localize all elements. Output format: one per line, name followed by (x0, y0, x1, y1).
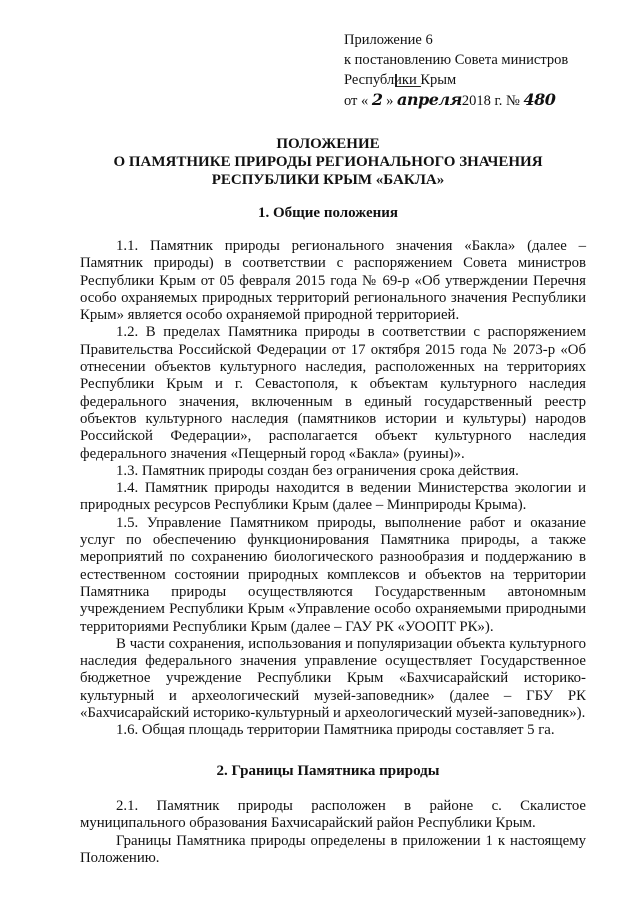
paragraph-1-6: 1.6. Общая площадь территории Памятника природы составляет 5 га. (116, 722, 555, 739)
appendix-number: Приложение 6 (344, 32, 433, 48)
paragraph-1-5-cont: В части сохранения, использования и популяризации объекта культурного наследия федерального значения управление осуществляет Государственное бюджетное учреждение Республики Крым «Бахчисарайский историко-культурный и археологический музей-заповедник» (далее – ГБУ РК «Бахчисарайский историко-культурный и археологический музей-заповедник»). (80, 635, 586, 722)
section-2-heading: 2. Границы Памятника природы (216, 763, 440, 779)
date-mid: » (386, 93, 394, 109)
paragraph-1-1: 1.1. Памятник природы регионального значения «Бакла» (далее – Памятник природы) в соответствии с распоряжением Совета министров Республики Крым от 05 февраля 2015 года № 69-р «Об утверждении Перечня особо охраняемых природных территорий регионального значения Республики Крым» является особо охраняемой природной территорией. (80, 238, 586, 324)
paragraph-1-4: 1.4. Памятник природы находится в ведении Министерства экологии и природных ресурсов Республики Крым (далее – Минприроды Крыма). (80, 480, 586, 514)
paragraph-2-1-cont: Границы Памятника природы определены в приложении 1 к настоящему Положению. (80, 832, 586, 866)
appendix-date-line (344, 90, 568, 111)
date-number-handwritten: 480 (523, 90, 556, 109)
signature-mark (395, 74, 421, 87)
paragraph-1-3: 1.3. Памятник природы создан без ограничения срока действия. (116, 462, 519, 479)
paragraph-2-1: 2.1. Памятник природы расположен в районе с. Скалистое муниципального образования Бахчисарайский район Республики Крым. (80, 798, 586, 832)
section-1-body (80, 238, 586, 740)
paragraph-1-2: 1.2. В пределах Памятника природы в соответствии с распоряжением Правительства Российской Федерации от 17 октября 2015 года № 2073-р «Об отнесении объектов культурного наследия, расположенных на территориях Республики Крым и г. Севастополя, к объектам культурного наследия федерального значения, включенным в единый государственный реестр объектов культурного наследия (памятников истории и культуры) народов Российской Федерации», располагается объект культурного наследия федерального значения «Пещерный город «Бакла» (руины)». (80, 324, 586, 462)
date-day-handwritten: 2 (371, 90, 383, 109)
paragraph-1-5: 1.5. Управление Памятником природы, выполнение работ и оказание услуг по обеспечению функционирования Памятника природы, а также мероприятий по сохранению биологического разнообразия и поддержанию в естественном состоянии природных комплексов и объектов на территории Памятника природы осуществляются Государственным автономным учреждением Республики Крым «Управление особо охраняемыми природными территориями Республики Крым (далее – ГАУ РК «УООПТ РК»). (80, 514, 586, 635)
appendix-republic: Республики Крым (344, 72, 457, 88)
appendix-block (344, 30, 568, 111)
document-title (70, 135, 586, 189)
section-2-body (80, 798, 586, 867)
section-1-heading: 1. Общие положения (257, 205, 399, 221)
title-line-3: РЕСПУБЛИКИ КРЫМ «БАКЛА» (211, 172, 445, 188)
date-year: 2018 г. № (461, 93, 520, 109)
title-line-2: О ПАМЯТНИКЕ ПРИРОДЫ РЕГИОНАЛЬНОГО ЗНАЧЕНИЯ (113, 154, 543, 170)
title-line-1: ПОЛОЖЕНИЕ (276, 136, 380, 152)
appendix-resolution: к постановлению Совета министров (344, 52, 569, 68)
date-prefix: от « (344, 93, 369, 109)
date-month-handwritten: апреля (397, 90, 462, 109)
